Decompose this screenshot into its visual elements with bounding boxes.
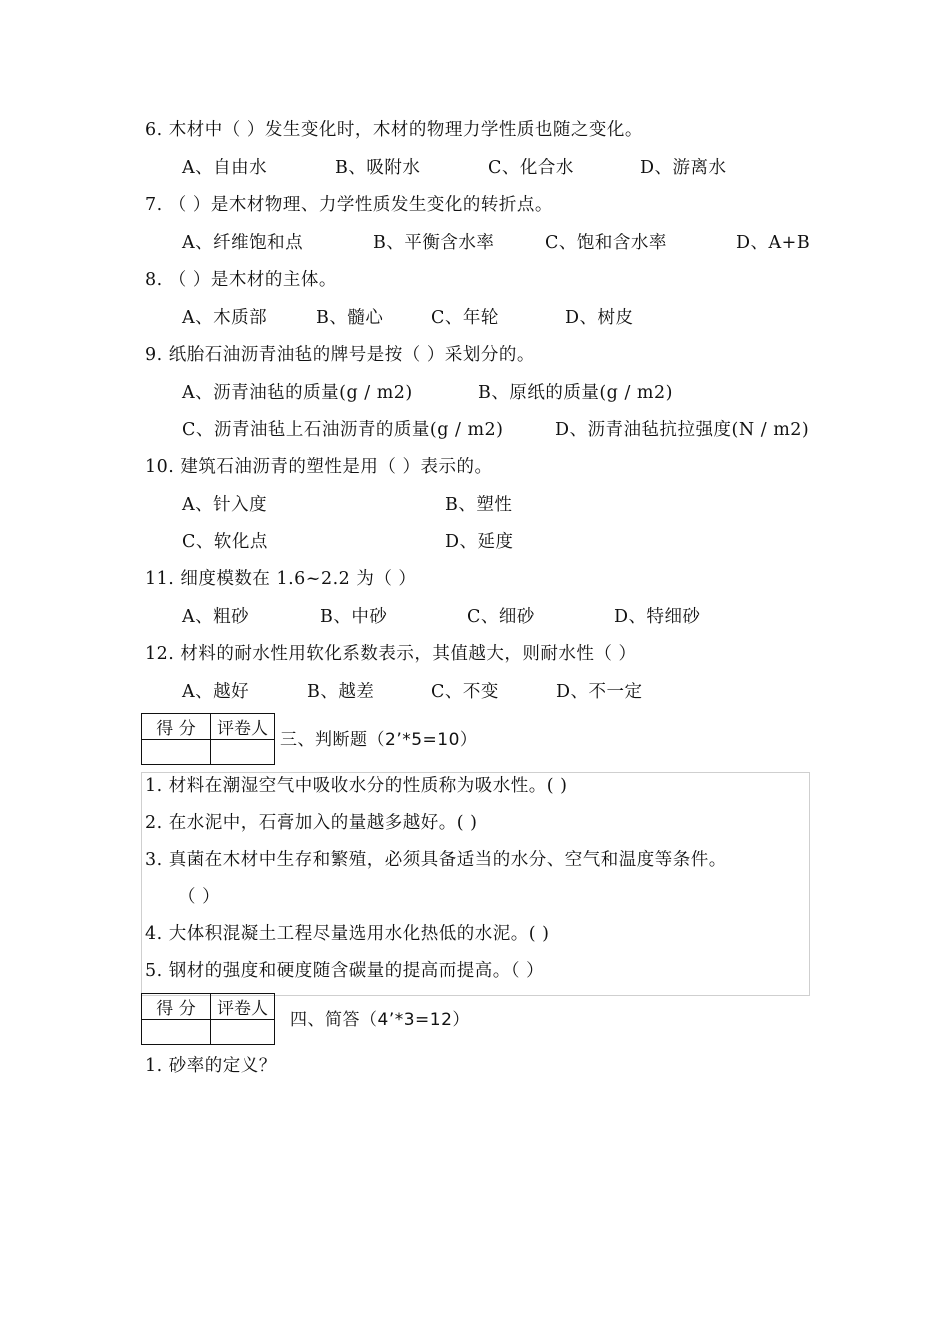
- option-c: C、不变: [431, 682, 499, 702]
- question-12-stem: 12. 材料的耐水性用软化系数表示，其值越大，则耐水性（ ）: [145, 644, 637, 664]
- grader-label: 评卷人: [211, 994, 275, 1020]
- option-b: B、越差: [307, 682, 375, 702]
- option-b: B、中砂: [320, 607, 388, 627]
- grader-cell: [211, 740, 275, 765]
- option-a: A、粗砂: [182, 607, 250, 627]
- score-label: 得 分: [142, 714, 211, 740]
- option-d: D、沥青油毡抗拉强度(N / m2): [555, 420, 810, 440]
- option-a: A、越好: [182, 682, 250, 702]
- option-c: C、化合水: [488, 158, 574, 178]
- option-d: D、树皮: [565, 308, 634, 328]
- option-d: D、延度: [445, 532, 514, 552]
- option-d: D、游离水: [640, 158, 727, 178]
- option-b: B、塑性: [445, 495, 513, 515]
- option-d: D、特细砂: [614, 607, 701, 627]
- option-c: C、软化点: [182, 532, 268, 552]
- judge-item-5: 5. 钢材的强度和硬度随含碳量的提高而提高。（ ）: [145, 961, 545, 981]
- option-a: A、自由水: [182, 158, 268, 178]
- judge-item-3: 3. 真菌在木材中生存和繁殖，必须具备适当的水分、空气和温度等条件。: [145, 850, 727, 870]
- judge-item-1: 1. 材料在潮湿空气中吸收水分的性质称为吸水性。( ): [145, 776, 568, 796]
- option-c: C、年轮: [431, 308, 499, 328]
- option-a: A、沥青油毡的质量(g / m2): [182, 383, 413, 403]
- option-c: C、沥青油毡上石油沥青的质量(g / m2): [182, 420, 504, 440]
- option-a: A、纤维饱和点: [182, 233, 304, 253]
- score-cell: [142, 740, 211, 765]
- question-6-stem: 6. 木材中（ ）发生变化时，木材的物理力学性质也随之变化。: [145, 120, 643, 140]
- score-box-section-3: [141, 713, 275, 765]
- question-7-stem: 7. （ ）是木材物理、力学性质发生变化的转折点。: [145, 195, 553, 215]
- score-label: 得 分: [142, 994, 211, 1020]
- judge-item-2: 2. 在水泥中，石膏加入的量越多越好。( ): [145, 813, 478, 833]
- option-b: B、原纸的质量(g / m2): [478, 383, 673, 403]
- score-cell: [142, 1020, 211, 1045]
- score-box-section-4: [141, 993, 275, 1045]
- section-3-title: 三、判断题（2’*5=10）: [280, 730, 478, 750]
- section-4-title: 四、简答（4’*3=12）: [290, 1010, 470, 1030]
- option-a: A、木质部: [182, 308, 268, 328]
- option-c: C、细砂: [467, 607, 535, 627]
- option-d: D、A+B: [736, 233, 811, 253]
- question-10-stem: 10. 建筑石油沥青的塑性是用（ ）表示的。: [145, 457, 493, 477]
- option-b: B、髓心: [316, 308, 384, 328]
- option-c: C、饱和含水率: [545, 233, 667, 253]
- option-b: B、吸附水: [335, 158, 421, 178]
- short-answer-item-1: 1. 砂率的定义？: [145, 1056, 277, 1076]
- grader-label: 评卷人: [211, 714, 275, 740]
- option-a: A、针入度: [182, 495, 268, 515]
- question-11-stem: 11. 细度模数在 1.6~2.2 为（ ）: [145, 569, 417, 589]
- question-9-stem: 9. 纸胎石油沥青油毡的牌号是按（ ）采划分的。: [145, 345, 535, 365]
- question-8-stem: 8. （ ）是木材的主体。: [145, 270, 337, 290]
- judge-item-3-blank: （ ）: [178, 887, 221, 907]
- option-d: D、不一定: [556, 682, 643, 702]
- grader-cell: [211, 1020, 275, 1045]
- option-b: B、平衡含水率: [373, 233, 495, 253]
- judge-item-4: 4. 大体积混凝土工程尽量选用水化热低的水泥。( ): [145, 924, 550, 944]
